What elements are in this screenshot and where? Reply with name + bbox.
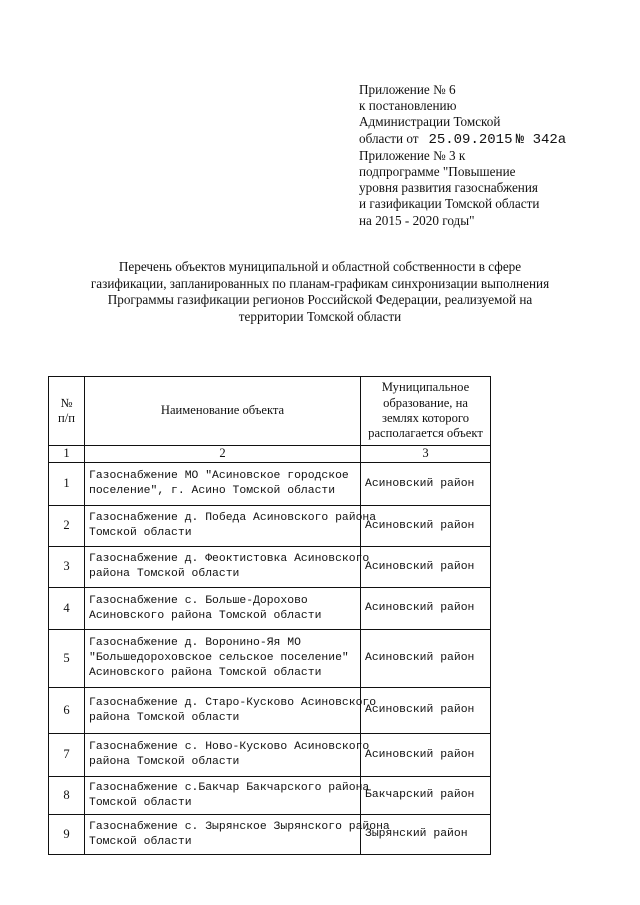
- appendix-line: подпрограмме "Повышение: [359, 164, 516, 180]
- municipality: Асиновский район: [361, 463, 491, 506]
- row-number: 1: [49, 463, 85, 506]
- resolution-date: 25.09.2015: [428, 131, 513, 148]
- table-row: [49, 588, 491, 630]
- objects-table: [48, 376, 491, 855]
- title-line: Программы газификации регионов Российской Федерации, реализуемой на: [107, 292, 533, 307]
- municipality: Зырянский район: [361, 815, 491, 855]
- object-name: Газоснабжение с. Больше-Дорохово Асиновского района Томской области: [85, 588, 361, 630]
- appendix-line: Приложение № 6: [359, 82, 456, 97]
- header-municipality: Муниципальное образование, на землях которого располагается объект: [361, 377, 491, 446]
- appendix-line: и газификации Томской области: [359, 196, 540, 212]
- table-row: [49, 463, 491, 506]
- row-number: 2: [49, 506, 85, 547]
- appendix-line-prefix: области от: [359, 130, 419, 146]
- appendix-line: уровня развития газоснабжения: [359, 180, 538, 196]
- object-name: Газоснабжение с. Ново-Кусково Асиновского района Томской области: [85, 734, 361, 777]
- municipality: Асиновский район: [361, 734, 491, 777]
- municipality: Асиновский район: [361, 688, 491, 734]
- title-line: Перечень объектов муниципальной и областной собственности в сфере: [118, 259, 522, 274]
- object-name: Газоснабжение МО "Асиновское городское поселение", г. Асино Томской области: [85, 463, 361, 506]
- object-name: Газоснабжение с.Бакчар Бакчарского района Томской области: [85, 777, 361, 815]
- row-number: 4: [49, 588, 85, 630]
- appendix-line: Администрации Томской: [359, 114, 501, 130]
- title-line: территории Томской области: [238, 308, 402, 324]
- appendix-date-line: [359, 131, 566, 148]
- table-row: [49, 688, 491, 734]
- appendix-block: [359, 82, 566, 229]
- table-row: [49, 734, 491, 777]
- object-name: Газоснабжение д. Воронино-Яя МО "Большедороховское сельское поселение" Асиновского района Томской области: [85, 630, 361, 688]
- row-number: 7: [49, 734, 85, 777]
- municipality: Асиновский район: [361, 506, 491, 547]
- object-name: Газоснабжение д. Феоктистовка Асиновского района Томской области: [85, 547, 361, 588]
- header-object-name: Наименование объекта: [85, 377, 361, 446]
- column-number-row: [49, 446, 491, 463]
- column-number: 1: [49, 446, 85, 463]
- row-number: 5: [49, 630, 85, 688]
- table-row: [49, 815, 491, 855]
- table-row: [49, 777, 491, 815]
- appendix-line: Приложение № 3 к: [359, 147, 466, 163]
- column-number: 3: [361, 446, 491, 463]
- municipality: Асиновский район: [361, 547, 491, 588]
- municipality: Асиновский район: [361, 630, 491, 688]
- object-name: Газоснабжение с. Зырянское Зырянского района Томской области: [85, 815, 361, 855]
- resolution-number: № 342а: [515, 131, 567, 148]
- object-name: Газоснабжение д. Победа Асиновского района Томской области: [85, 506, 361, 547]
- table-row: [49, 630, 491, 688]
- table-row: [49, 506, 491, 547]
- appendix-line: на 2015 - 2020 годы": [359, 212, 475, 228]
- object-name: Газоснабжение д. Старо-Кусково Асиновского района Томской области: [85, 688, 361, 734]
- row-number: 9: [49, 815, 85, 855]
- row-number: 3: [49, 547, 85, 588]
- row-number: 6: [49, 688, 85, 734]
- table-header-row: [49, 377, 491, 446]
- document-title: [72, 259, 568, 325]
- row-number: 8: [49, 777, 85, 815]
- title-line: газификации, запланированных по планам-графикам синхронизации выполнения: [90, 275, 550, 291]
- header-number: № п/п: [49, 377, 85, 446]
- municipality: Асиновский район: [361, 588, 491, 630]
- table-row: [49, 547, 491, 588]
- municipality: Бакчарский район: [361, 777, 491, 815]
- appendix-line: к постановлению: [359, 98, 457, 114]
- column-number: 2: [85, 446, 361, 463]
